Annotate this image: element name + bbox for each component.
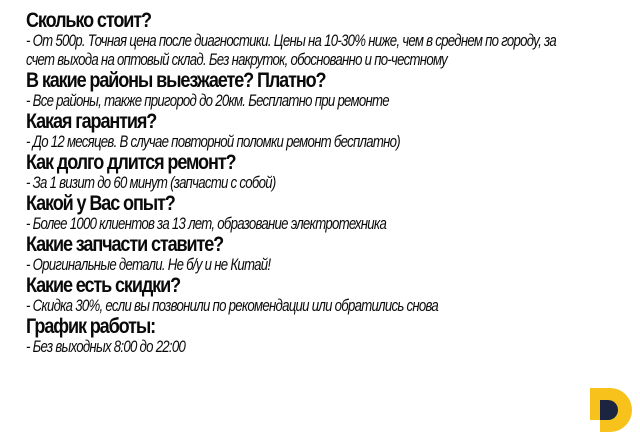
faq-question: Какой у Вас опыт?: [26, 192, 175, 215]
faq-item: [26, 70, 616, 111]
faq-question: График работы:: [26, 315, 156, 338]
faq-item: [26, 10, 616, 70]
faq-answer: - Оригинальные детали. Не б/у и не Китай!: [26, 256, 271, 274]
brand-logo-svg: [586, 384, 634, 436]
faq-answer: - Более 1000 клиентов за 13 лет, образование электротехника: [26, 215, 387, 233]
faq-answer: - Скидка 30%, если вы позвонили по рекомендации или обратились снова: [26, 297, 439, 315]
faq-question: Как долго длится ремонт?: [26, 151, 236, 174]
faq-answer: - За 1 визит до 60 минут (запчасти с собой): [26, 174, 276, 192]
faq-item: [26, 193, 616, 234]
logo-cut: [590, 420, 600, 432]
faq-question: Какие запчасти ставите?: [26, 233, 224, 256]
brand-logo-icon: [586, 384, 634, 436]
faq-item: [26, 111, 616, 152]
faq-answer: - До 12 месяцев. В случае повторной поломки ремонт бесплатно): [26, 133, 400, 151]
faq-answer: - Все районы, также пригород до 20км. Бесплатно при ремонте: [26, 92, 389, 110]
faq-item: [26, 152, 616, 193]
faq-question: В какие районы выезжаете? Платно?: [26, 69, 326, 92]
faq-item: [26, 234, 616, 275]
faq-answer: - От 500р. Точная цена после диагностики. Цены на 10-30% ниже, чем в среднем по городу, за счет выхода на оптовый склад. Без накруток, обоснованно и по-честному: [26, 32, 556, 69]
faq-question: Сколько стоит?: [26, 9, 151, 32]
faq-item: [26, 275, 616, 316]
faq-question: Какая гарантия?: [26, 110, 157, 133]
faq-list: [26, 10, 616, 357]
faq-question: Какие есть скидки?: [26, 274, 181, 297]
faq-item: [26, 316, 616, 357]
faq-answer: - Без выходных 8:00 до 22:00: [26, 338, 186, 356]
